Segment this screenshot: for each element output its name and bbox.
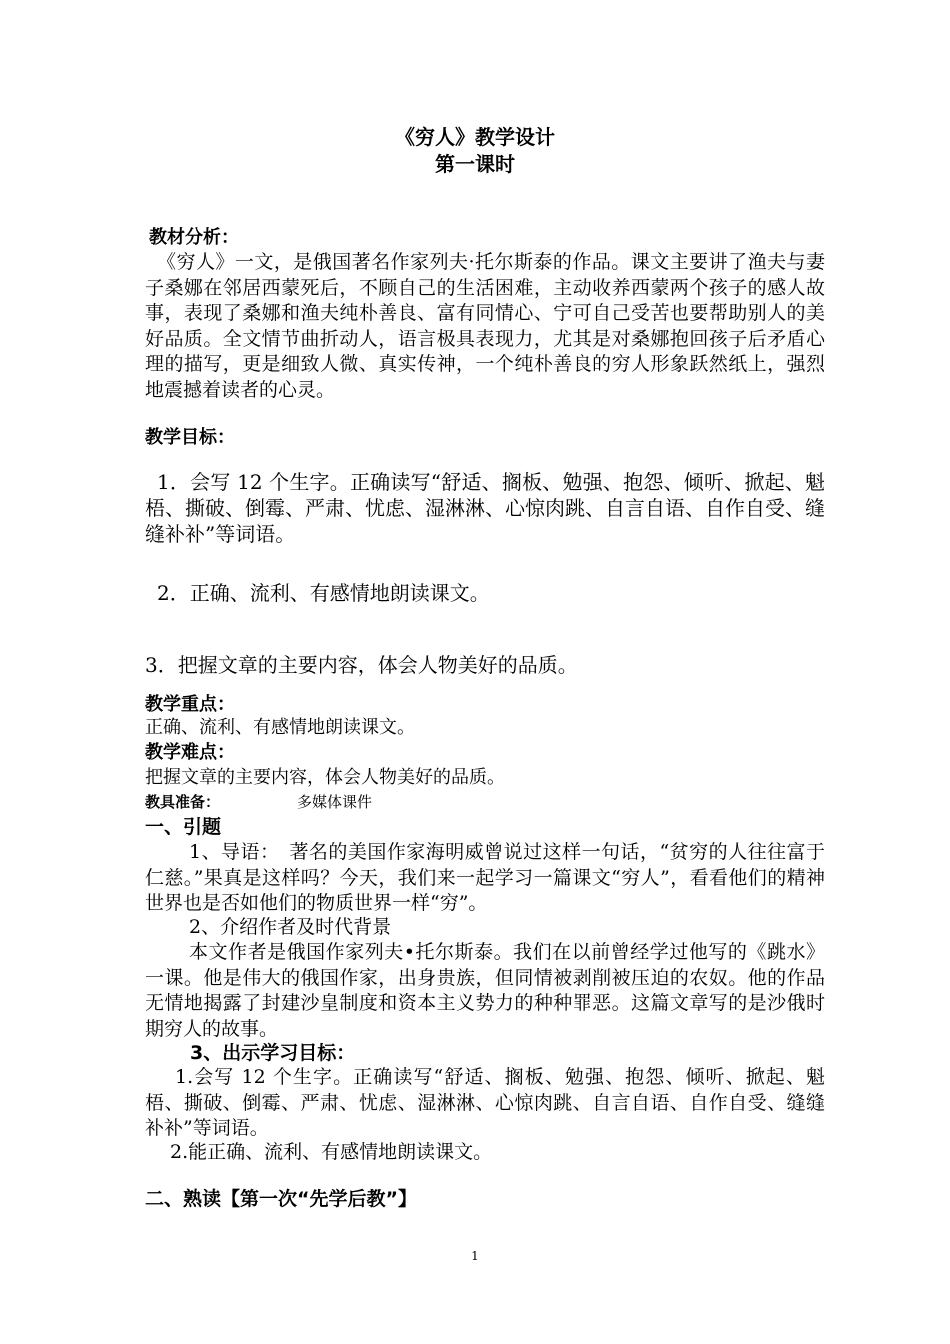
intro-goals-heading: 3、出示学习目标： xyxy=(190,1042,356,1064)
goal-3: 3．把握文章的主要内容，体会人物美好的品质。 xyxy=(145,653,578,677)
section-2-heading: 二、熟读【第一次“先学后教”】 xyxy=(145,1188,417,1210)
analysis-text: 《穷人》一文，是俄国著名作家列夫·托尔斯泰的作品。课文主要讲了渔夫与妻子桑娜在邻居西蒙死后，不顾自己的生活困难，主动收养西蒙两个孩子的感人故事，表现了桑娜和渔夫纯朴善良、富有同情心、宁可自己受苦也要帮助别人的美好品质。全文情节曲折动人，语言极具表现力，尤其是对桑娜抱回孩子后矛盾心理的描写，更是细致人微、真实传神，一个纯朴善良的穷人形象跃然纸上，强烈地震撼着读者的心灵。 xyxy=(145,251,825,401)
key-text: 正确、流利、有感情地朗读课文。 xyxy=(145,717,415,738)
analysis-heading: 教材分析： xyxy=(149,227,239,248)
goals-heading: 教学目标： xyxy=(145,427,235,448)
document-subtitle: 第一课时 xyxy=(435,152,515,176)
materials-label: 教具准备： xyxy=(145,793,221,811)
difficulty-text: 把握文章的主要内容，体会人物美好的品质。 xyxy=(145,767,505,788)
difficulty-heading: 教学难点： xyxy=(145,742,235,763)
intro-paragraph-3: 本文作者是俄国作家列夫•托尔斯泰。我们在以前曾经学过他写的《跳水》一课。他是伟大的俄国作家，出身贵族，但同情被剥削被压迫的农奴。他的作品无情地揭露了封建沙皇制度和资本主义势力的种种罪恶。这篇文章写的是沙俄时期穷人的故事。 xyxy=(145,941,825,1040)
key-heading: 教学重点： xyxy=(145,694,235,715)
intro-goal-2: 2.能正确、流利、有感情地朗读课文。 xyxy=(170,1141,493,1163)
goal-2: 2．正确、流利、有感情地朗读课文。 xyxy=(157,581,490,605)
page-number: 1 xyxy=(471,1249,479,1263)
intro-goal-1: 1.会写 12 个生字。正确读写“舒适、搁板、勉强、抱怨、倾听、掀起、魁梧、撕破、倒霉、严肃、忧虑、湿淋淋、心惊肉跳、自言自语、自作自受、缝缝补补”等词语。 xyxy=(145,1066,825,1139)
materials-row xyxy=(145,791,825,813)
intro-paragraph-2: 2、介绍作者及时代背景 xyxy=(189,916,392,938)
section-1-heading: 一、引题 xyxy=(145,816,222,838)
document-title: 《穷人》教学设计 xyxy=(395,125,555,149)
intro-paragraph-1: 1、导语： 著名的美国作家海明威曾说过这样一句话，“贫穷的人往往富于仁慈。”果真是这样吗？今天，我们来一起学习一篇课文“穷人”，看看他们的精神世界也是否如他们的物质世界一样“穷”。 xyxy=(145,841,825,914)
goal-1: 1．会写 12 个生字。正确读写“舒适、搁板、勉强、抱怨、倾听、掀起、魁梧、撕破、倒霉、严肃、忧虑、湿淋淋、心惊肉跳、自言自语、自作自受、缝缝补补”等词语。 xyxy=(145,470,825,546)
materials-value: 多媒体课件 xyxy=(297,793,373,811)
